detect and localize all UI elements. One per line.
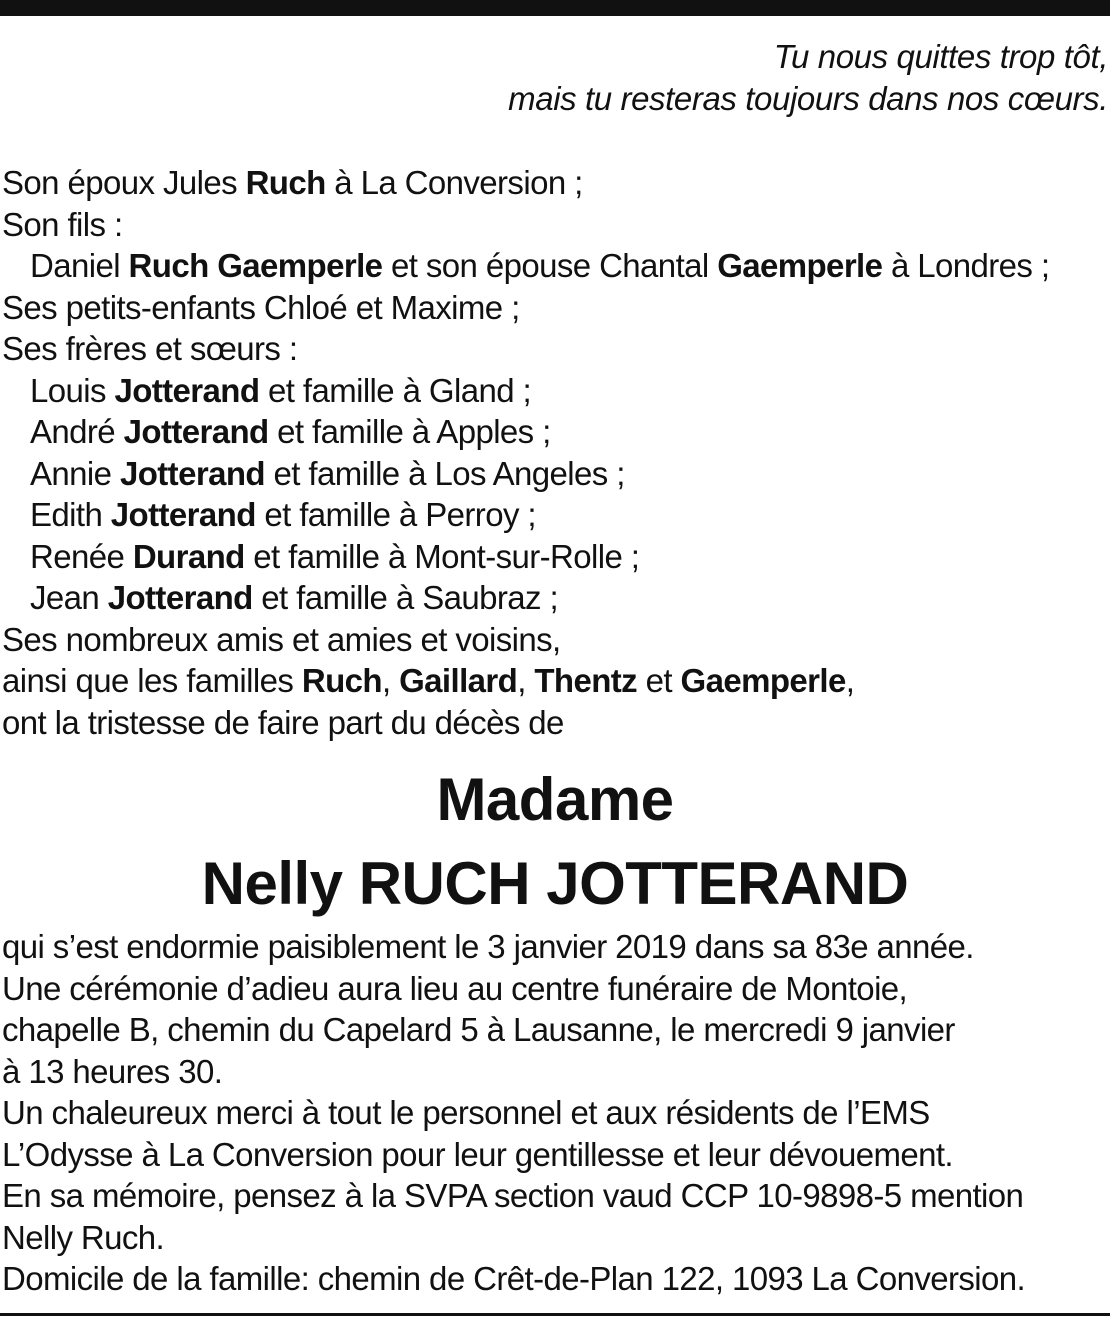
first-name: Renée — [30, 537, 133, 575]
epigraph-line: Tu nous quittes trop tôt, — [773, 38, 1108, 75]
deceased-name-block — [0, 758, 1110, 926]
separator: et — [637, 662, 681, 699]
detail-line: En sa mémoire, pensez à la SVPA section vaud CCP 10-9898-5 mention — [2, 1177, 1024, 1214]
first-name: Annie — [30, 454, 120, 492]
epigraph — [508, 36, 1108, 120]
sibling-line — [2, 370, 1108, 412]
detail-line: à 13 heures 30. — [2, 1052, 223, 1090]
announcement-line: ont la tristesse de faire part du décès de — [2, 703, 564, 741]
text-run: et famille à Saubraz ; — [252, 579, 559, 616]
text-run: et famille à Perroy ; — [255, 496, 536, 533]
sibling-line — [2, 536, 1108, 578]
surname: Jotterand — [114, 371, 260, 409]
friends-line: Ses nombreux amis et amies et voisins, — [2, 620, 561, 658]
text-run: et famille à Los Angeles ; — [264, 454, 625, 492]
siblings-heading: Ses frères et sœurs : — [2, 330, 298, 367]
sibling-line — [2, 494, 1108, 536]
text-run: ainsi que les familles — [2, 662, 302, 699]
detail-line: Un chaleureux merci à tout le personnel et aux résidents de l’EMS — [2, 1094, 930, 1131]
text-run: et son épouse Chantal — [382, 247, 718, 284]
detail-line: chapelle B, chemin du Capelard 5 à Lausanne, le mercredi 9 janvier — [2, 1011, 955, 1048]
detail-line: Une cérémonie d’adieu aura lieu au centre funéraire de Montoie, — [2, 969, 908, 1007]
detail-line: L’Odysse à La Conversion pour leur gentillesse et leur dévouement. — [2, 1135, 953, 1173]
grandchildren-line: Ses petits-enfants Chloé et Maxime ; — [2, 288, 520, 326]
surname: Jotterand — [123, 413, 269, 450]
surname: Ruch — [245, 164, 326, 201]
text-run: et famille à Mont-sur-Rolle ; — [244, 537, 640, 575]
deceased-name: Nelly RUCH JOTTERAND — [201, 850, 909, 917]
detail-line: Domicile de la famille: chemin de Crêt-de-Plan 122, 1093 La Conversion. — [2, 1260, 1026, 1297]
text-run: et famille à Apples ; — [268, 413, 551, 450]
first-name: Edith — [30, 496, 111, 533]
surname: Gaemperle — [717, 247, 883, 284]
surname: Jotterand — [119, 454, 265, 492]
surname: Thentz — [534, 662, 638, 699]
text-run: Son époux Jules — [2, 164, 246, 201]
detail-line: qui s’est endormie paisiblement le 3 janvier 2019 dans sa 83e année. — [2, 928, 974, 965]
son-heading: Son fils : — [2, 205, 123, 243]
text-run: Daniel — [30, 247, 129, 284]
surname: Ruch Gaemperle — [128, 247, 383, 284]
separator: , — [381, 662, 400, 699]
top-border — [0, 0, 1110, 16]
detail-line: Nelly Ruch. — [2, 1218, 165, 1256]
husband-line — [2, 162, 1108, 204]
text-run: à Londres ; — [882, 247, 1050, 284]
surname: Ruch — [301, 662, 382, 699]
sibling-line — [2, 577, 1108, 619]
text-run: à La Conversion ; — [325, 164, 583, 201]
surname: Durand — [132, 537, 245, 575]
surname: Gaemperle — [680, 662, 846, 699]
ceremony-details — [2, 926, 1108, 1300]
sibling-line — [2, 411, 1108, 453]
separator: , — [845, 662, 855, 699]
epigraph-line: mais tu resteras toujours dans nos cœurs. — [508, 80, 1108, 117]
surname: Jotterand — [110, 496, 256, 533]
first-name: Jean — [30, 579, 108, 616]
families-line — [2, 660, 1108, 702]
first-name: André — [30, 413, 124, 450]
deceased-title: Madame — [436, 766, 674, 833]
bottom-border — [0, 1313, 1110, 1316]
first-name: Louis — [30, 371, 115, 409]
surname: Gaillard — [399, 662, 518, 699]
sibling-line — [2, 453, 1108, 495]
son-line — [2, 245, 1108, 287]
separator: , — [517, 662, 535, 699]
text-run: et famille à Gland ; — [259, 371, 532, 409]
surname: Jotterand — [107, 579, 253, 616]
family-list — [2, 162, 1108, 743]
